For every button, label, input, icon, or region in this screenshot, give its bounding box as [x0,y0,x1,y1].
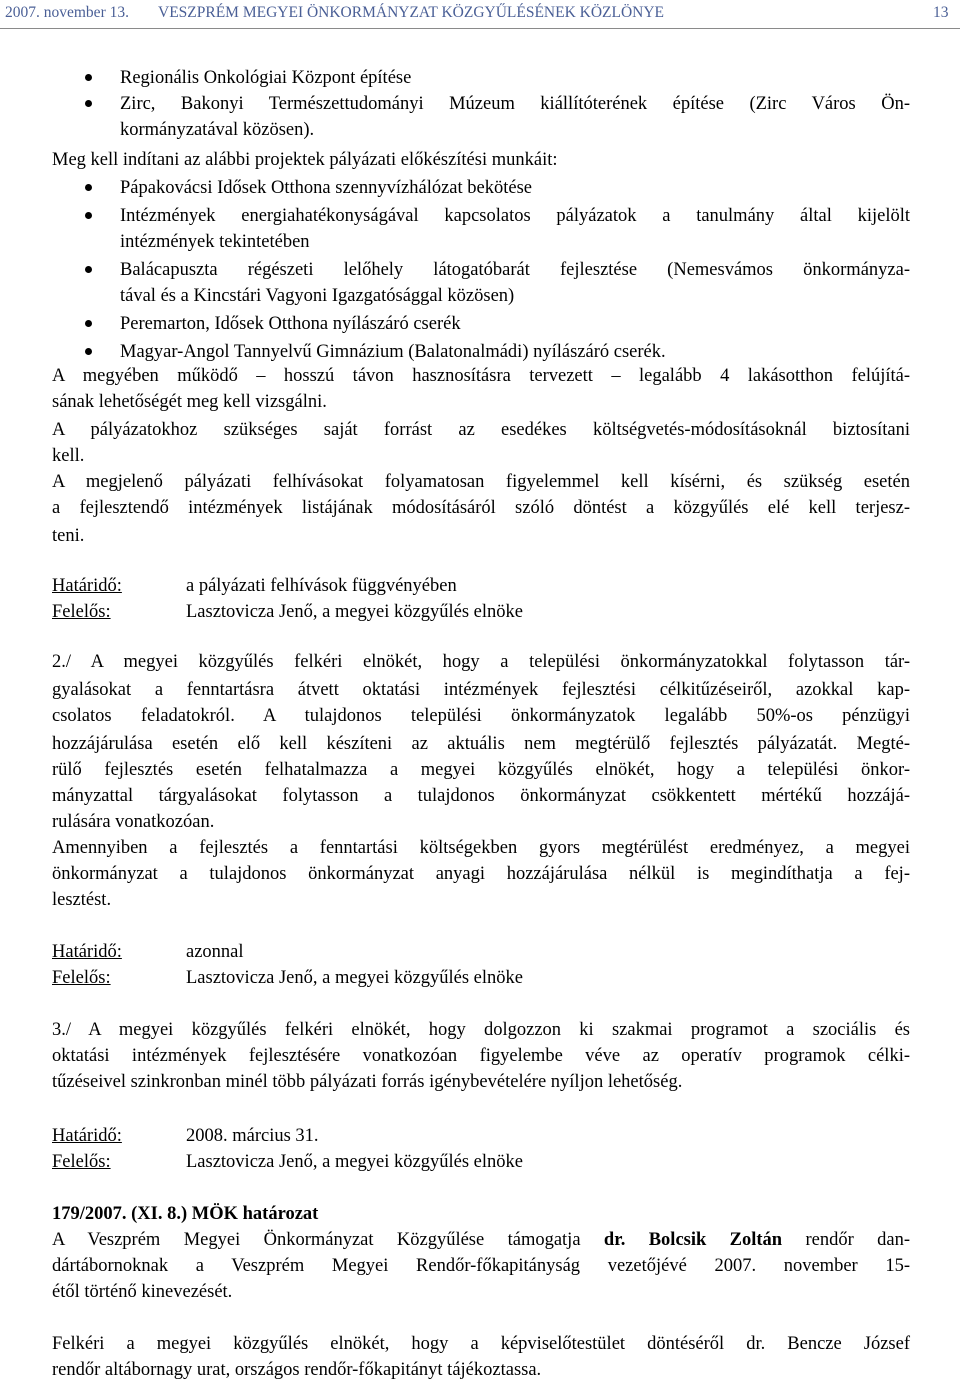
deadline-label: Határidő: [52,942,122,962]
paragraph-line: csolatos feladatokról. A tulajdonos települési önkormányzatok legalább 50%-os pénzügyi [52,706,910,726]
list-item: Peremarton, Idősek Otthona nyílászáró cserék [120,314,461,334]
list-item: Magyar-Angol Tannyelvű Gimnázium (Balatonalmádi) nyílászáró cserék. [120,342,666,362]
header-divider [0,28,960,29]
resolution-title: 179/2007. (XI. 8.) MÖK határozat [52,1204,319,1224]
page-number: 13 [933,4,949,21]
paragraph-line: a fejlesztendő intézmények listájának módosításáról szóló döntést a közgyűlés elé kell terjesz- [52,498,910,518]
paragraph-line: gyalásokat a fenntartásra átvett oktatási intézmények fejlesztési célkitűzéseiről, azokkal kap- [52,680,910,700]
resolution-text: A Veszprém Megyei Önkormányzat Közgyűlése támogatja [52,1230,604,1250]
paragraph-line: rulására vonatkozóan. [52,812,215,832]
deadline-value: a pályázati felhívások függvényében [186,576,457,596]
paragraph-line: Felkéri a megyei közgyűlés elnökét, hogy a képviselőtestület döntéséről dr. Bencze József [52,1334,910,1354]
paragraph-line: A pályázatokhoz szükséges saját forrást az esedékes költségvetés-módosításoknál biztosítani [52,420,910,440]
list-item-continuation: tával és a Kincstári Vagyoni Igazgatósággal közösen) [120,286,515,306]
paragraph-line: rendőr altábornagy urat, országos rendőr-főkapitányt tájékoztassa. [52,1360,542,1380]
deadline-value: azonnal [186,942,244,962]
resolution-text: rendőr dan- [782,1230,910,1250]
paragraph-line: 3./ A megyei közgyűlés felkéri elnökét, hogy dolgozzon ki szakmai programot a szociális és [52,1020,910,1040]
bullet-icon [85,100,92,107]
responsible-value: Lasztovicza Jenő, a megyei közgyűlés elnöke [186,968,523,988]
header-date: 2007. november 13. [5,4,129,21]
paragraph-line: mányzattal tárgyalásokat folytasson a tulajdonos önkormányzat csökkentett mértékű hozzájá- [52,786,910,806]
paragraph-line: tűzéseivel szinkronban minél több pályázati forrás igénybevételére nyíljon lehetőség. [52,1072,683,1092]
bullet-icon [85,266,92,273]
deadline-label: Határidő: [52,1126,122,1146]
paragraph-intro: Meg kell indítani az alábbi projektek pályázati előkészítési munkáit: [52,150,558,170]
list-item-continuation: kormányzatával közösen). [120,120,315,140]
paragraph-line: hozzájárulása esetén elő kell készíteni az aktuális nem megtérülő fejlesztés pályázatát. Megté- [52,734,910,754]
paragraph-line: A megyében működő – hosszú távon hasznosításra tervezett – legalább 4 lakásotthon felújítá- [52,366,910,386]
bullet-icon [85,212,92,219]
nominee-name: dr. Bolcsik Zoltán [603,1230,783,1250]
list-item: Intézmények energiahatékonyságával kapcsolatos pályázatok a tanulmány által kijelölt [120,206,910,226]
list-item: Balácapuszta régészeti lelőhely látogatóbarát fejlesztése (Nemesvámos önkormányza- [120,260,910,280]
paragraph-line: rülő fejlesztés esetén felhatalmazza a megyei közgyűlés elnökét, hogy a települési önkor- [52,760,910,780]
deadline-value: 2008. március 31. [186,1126,319,1146]
paragraph-line: kell. [52,446,85,466]
list-item: Pápakovácsi Idősek Otthona szennyvízhálózat bekötése [120,178,533,198]
responsible-value: Lasztovicza Jenő, a megyei közgyűlés elnöke [186,1152,523,1172]
paragraph-line [52,1228,910,1252]
bullet-icon [85,184,92,191]
bullet-icon [85,320,92,327]
paragraph-line: 2./ A megyei közgyűlés felkéri elnökét, hogy a települési önkormányzatokkal folytasson tár- [52,652,910,672]
paragraph-line: étől történő kinevezését. [52,1282,233,1302]
bullet-icon [85,74,92,81]
list-item: Regionális Onkológiai Központ építése [120,68,412,88]
paragraph-line: önkormányzat a tulajdonos önkormányzat anyagi hozzájárulása nélkül is megindíthatja a fej- [52,864,910,884]
deadline-label: Határidő: [52,576,122,596]
responsible-value: Lasztovicza Jenő, a megyei közgyűlés elnöke [186,602,523,622]
paragraph-line: lesztést. [52,890,112,910]
responsible-label: Felelős: [52,1152,111,1172]
header-title: VESZPRÉM MEGYEI ÖNKORMÁNYZAT KÖZGYŰLÉSÉNEK KÖZLÖNYE [158,4,665,21]
paragraph-line: sának lehetőségét meg kell vizsgálni. [52,392,327,412]
paragraph-line: A megjelenő pályázati felhívásokat folyamatosan figyelemmel kell kísérni, és szükség esetén [52,472,910,492]
bullet-icon [85,348,92,355]
paragraph-line: oktatási intézmények fejlesztésére vonatkozóan figyelembe véve az operatív programok célki- [52,1046,910,1066]
paragraph-line: teni. [52,526,85,546]
paragraph-line: dártábornoknak a Veszprém Megyei Rendőr-főkapitányság vezetőjévé 2007. november 15- [52,1256,910,1276]
list-item: Zirc, Bakonyi Természettudományi Múzeum kiállítóterének építése (Zirc Város Ön- [120,94,910,114]
list-item-continuation: intézmények tekintetében [120,232,310,252]
responsible-label: Felelős: [52,602,111,622]
paragraph-line: Amennyiben a fejlesztés a fenntartási költségekben gyors megtérülést eredményez, a megyei [52,838,910,858]
responsible-label: Felelős: [52,968,111,988]
